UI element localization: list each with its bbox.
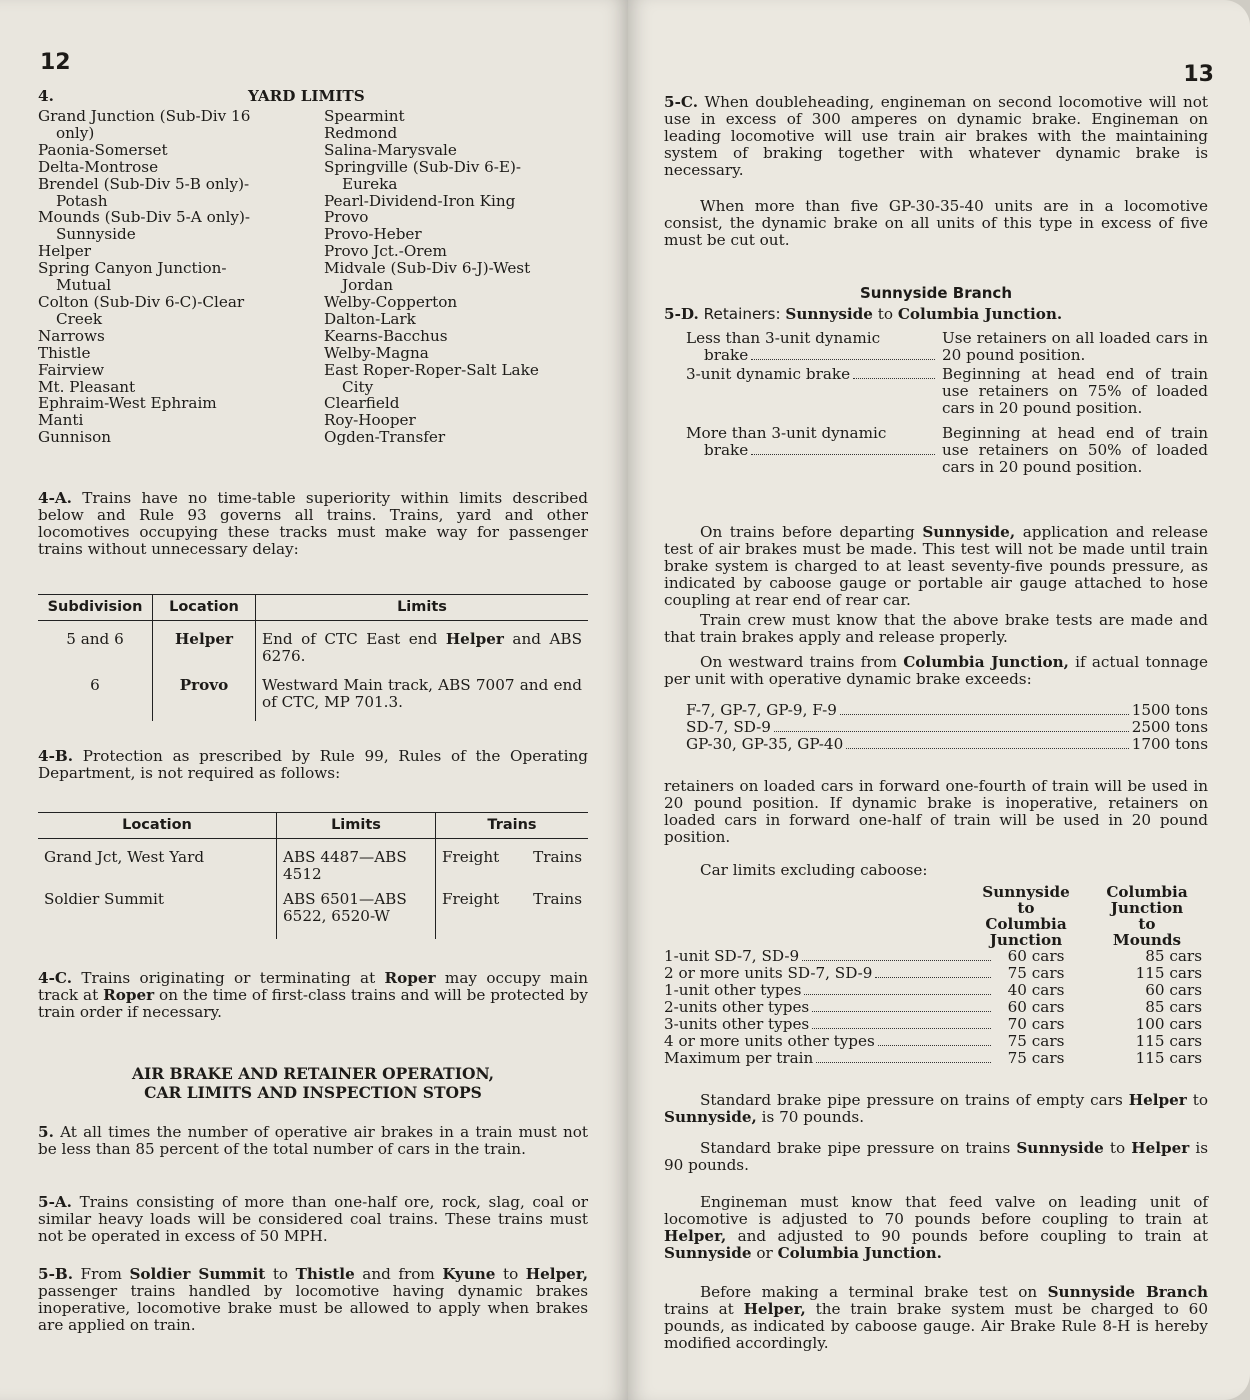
table-cell: ABS 6501—ABS 6522, 6520-W	[277, 887, 436, 939]
table-cell: Helper	[153, 621, 256, 670]
subdivision-table	[38, 594, 588, 721]
page-number-left: 12	[40, 50, 71, 75]
yard-entry: Kearns-Bacchus	[324, 326, 448, 345]
retainer-row	[686, 425, 1208, 476]
paragraph-text: Trains have no time-table superiority within limits described below and Rule 93 governs all trains. Trains, yard and other locomotives occupying these tracks must make way for passenger trains without unnecessary delay:	[38, 489, 588, 558]
paragraph-text: Protection as prescribed by Rule 99, Rules of the Operating Department, is not required as follows:	[38, 747, 588, 782]
yard-entry: Provo	[324, 208, 369, 227]
section-title-line: AIR BRAKE AND RETAINER OPERATION,	[131, 1064, 495, 1083]
column-header: Columbia Junction to Mounds	[1106, 883, 1188, 949]
yard-entry: Provo Jct.-Orem	[324, 242, 447, 261]
paragraph-text: Trains consisting of more than one-half ore, rock, slag, coal or similar heavy loads will be considered coal trains. These trains must not be operated in excess of 50 MPH.	[38, 1193, 589, 1245]
yard-entry: Mt. Pleasant	[38, 377, 136, 396]
table-row	[38, 669, 588, 721]
yard-entry: Ogden-Transfer	[324, 428, 446, 447]
table-header: Subdivision	[38, 595, 153, 621]
section-number: 4.	[38, 87, 54, 105]
paragraph-standard-pressure-2: Standard brake pipe pressure on trains Sunnyside to Helper is 90 pounds.	[664, 1139, 1209, 1174]
car-limits-header	[664, 884, 1208, 948]
yard-entry: Salina-Marysvale	[324, 140, 457, 159]
paragraph-label: 4-B.	[38, 747, 73, 765]
paragraph-label: 5-D.	[664, 305, 699, 323]
yard-entry: Eureka	[342, 174, 398, 193]
tonnage-list	[686, 702, 1208, 753]
tonnage-row	[686, 719, 1208, 736]
car-limits-rows	[664, 948, 1208, 1067]
yard-entry: Manti	[38, 411, 84, 430]
paragraph-4a	[38, 490, 588, 558]
table-cell: Freight Trains	[442, 848, 582, 866]
yard-entry: Thistle	[38, 343, 91, 362]
tonnage-value: 1500 tons	[1131, 701, 1208, 719]
retainer-list	[686, 330, 1208, 476]
retainer-condition: brake	[704, 441, 749, 459]
retainer-row	[686, 330, 1208, 364]
retainer-condition: More than 3-unit dynamic	[686, 424, 887, 442]
yard-entry: Gunnison	[38, 428, 112, 447]
retainer-rule: Use retainers on all loaded cars in 20 pound position.	[942, 329, 1208, 364]
yard-limits-heading	[38, 88, 588, 105]
yard-entry: Mutual	[56, 276, 112, 295]
paragraph-5	[38, 1124, 588, 1158]
paragraph-label: 4-C.	[38, 969, 72, 987]
yard-entry: Dalton-Lark	[324, 309, 416, 328]
table-row	[38, 839, 588, 888]
table-row	[38, 887, 588, 939]
paragraph-5c	[664, 94, 1208, 179]
retainer-condition: brake	[704, 346, 749, 364]
yard-entry: Midvale (Sub-Div 6-J)-West	[324, 259, 531, 278]
paragraph-crew: Train crew must know that the above brake tests are made and that train brakes apply and release properly.	[664, 611, 1208, 646]
table-row	[38, 621, 588, 670]
paragraph-terminal-test: Before making a terminal brake test on Sunnyside Branch trains at Helper, the train brake system must be charged to 60 pounds, as indicated by caboose gauge. Air Brake Rule 8-H is hereby modified accordingly.	[664, 1283, 1208, 1352]
table-header: Location	[153, 595, 256, 621]
yard-entry: Spring Canyon Junction-	[38, 259, 227, 278]
table-header: Trains	[436, 813, 589, 839]
yard-entry: Redmond	[324, 123, 398, 142]
right-page	[628, 0, 1250, 1400]
yard-entry: Welby-Copperton	[324, 292, 458, 311]
tonnage-units: GP-30, GP-35, GP-40	[686, 735, 844, 753]
yard-entry: Delta-Montrose	[38, 157, 159, 176]
table-header: Limits	[256, 595, 589, 621]
retainer-condition: Less than 3-unit dynamic	[686, 329, 881, 347]
yard-entry: Colton (Sub-Div 6-C)-Clear	[38, 292, 245, 311]
section-title-air-brake	[38, 1064, 588, 1102]
yard-entry: Jordan	[342, 276, 394, 295]
yard-entry: Springville (Sub-Div 6-E)-	[324, 157, 522, 176]
retainer-rule: Beginning at head end of train use retainers on 50% of loaded cars in 20 pound position.	[942, 424, 1208, 476]
yard-entry: Roy-Hooper	[324, 411, 416, 430]
yard-entry: Provo-Heber	[324, 225, 422, 244]
tonnage-units: SD-7, SD-9	[686, 718, 771, 736]
paragraph-4b	[38, 748, 588, 782]
tonnage-units: F-7, GP-7, GP-9, F-9	[686, 701, 837, 719]
paragraph-label: 5-C.	[664, 93, 698, 111]
table-cell: Freight Trains	[442, 890, 582, 908]
paragraph-label: 4-A.	[38, 489, 72, 507]
section-title-line: CAR LIMITS AND INSPECTION STOPS	[144, 1083, 482, 1102]
protection-table	[38, 812, 588, 939]
table-cell: Soldier Summit	[38, 887, 277, 939]
table-cell: ABS 4487—ABS 4512	[277, 839, 436, 888]
yard-entry: Mounds (Sub-Div 5-A only)-	[38, 208, 251, 227]
retainer-rule: Beginning at head end of train use retainers on 75% of loaded cars in 20 pound position.	[942, 365, 1208, 417]
yard-entry: Spearmint	[324, 107, 405, 125]
paragraph-text: When doubleheading, engineman on second locomotive will not use in excess of 300 amperes on dynamic brake. Engineman on leading locomotive will use train air brakes with the maintaining system of braking together with whatever dynamic brake is necessary.	[664, 93, 1208, 179]
yard-entry: Pearl-Dividend-Iron King	[324, 191, 516, 210]
paragraph-label: 5-A.	[38, 1193, 72, 1211]
yard-entry: Helper	[38, 242, 92, 261]
branch-title	[664, 284, 1208, 302]
table-row: 1-unit other types 40 cars 60 cars	[664, 981, 1202, 999]
table-cell: End of CTC East end Helper and ABS 6276.	[262, 630, 582, 665]
table-row: 3-units other types 70 cars 100 cars	[664, 1015, 1202, 1033]
paragraph-5b: 5-B. From Soldier Summit to Thistle and from Kyune to Helper, passenger trains handled by locomotive having dynamic brakes inoperative, locomotive brake must be allowed to apply when brakes are applied on train.	[38, 1265, 589, 1334]
table-row: 2 or more units SD-7, SD-9 75 cars 115 cars	[664, 964, 1202, 982]
yard-limits-col2	[324, 108, 539, 446]
yard-entry: Potash	[56, 191, 108, 210]
paragraph-label: 5.	[38, 1123, 54, 1141]
table-row: 4 or more units other types 75 cars 115 cars	[664, 1032, 1202, 1050]
yard-entry: Grand Junction (Sub-Div 16	[38, 107, 251, 125]
table-cell: 5 and 6	[38, 621, 153, 670]
yard-entry: Welby-Magna	[324, 343, 429, 362]
branch-title-text: Sunnyside Branch	[859, 284, 1013, 302]
tonnage-row	[686, 702, 1208, 719]
table-cell: 6	[38, 669, 153, 721]
yard-entry: Paonia-Somerset	[38, 140, 168, 159]
retainer-row	[686, 366, 1208, 417]
table-cell: Westward Main track, ABS 7007 and end of CTC, MP 701.3.	[262, 676, 582, 711]
yard-entry: only)	[56, 123, 95, 142]
car-limits-intro: Car limits excluding caboose:	[700, 861, 928, 879]
table-row: 2-units other types 60 cars 85 cars	[664, 998, 1202, 1016]
yard-entry: Fairview	[38, 360, 105, 379]
paragraph-4c: 4-C. Trains originating or terminating at Roper may occupy main track at Roper on the time of first-class trains and will be protected by train order if necessary.	[38, 969, 588, 1021]
yard-entry: Brendel (Sub-Div 5-B only)-	[38, 174, 250, 193]
car-limits-table	[664, 884, 1208, 1067]
tonnage-value: 2500 tons	[1131, 718, 1208, 736]
tonnage-row	[686, 736, 1208, 753]
yard-limits-title: YARD LIMITS	[248, 87, 365, 105]
paragraph-departing: On trains before departing Sunnyside, application and release test of air brakes must be made. This test will not be made until train brake system is charged to at least seventy-five pounds pressure, as indicated by caboose gauge or portable air gauge attached to hose coupling at rear end of rear car.	[664, 523, 1208, 609]
paragraph-5a	[38, 1194, 588, 1245]
yard-entry: Sunnyside	[56, 225, 136, 244]
yard-entry: Narrows	[38, 326, 105, 345]
table-cell: Provo	[153, 669, 256, 721]
page-number-right: 13	[1183, 62, 1214, 87]
yard-entry: East Roper-Roper-Salt Lake	[324, 360, 539, 379]
paragraph-feed-valve: Engineman must know that feed valve on leading unit of locomotive is adjusted to 70 pounds before coupling to train at Helper, and adjusted to 90 pounds before coupling to train at Sunnyside or Columbia Junction.	[664, 1193, 1208, 1262]
yard-entry: Clearfield	[324, 394, 400, 413]
paragraph-5d: 5-D. Retainers: Sunnyside to Columbia Junction.	[664, 305, 1063, 323]
table-row: Maximum per train 75 cars 115 cars	[664, 1049, 1202, 1067]
paragraph-text: At all times the number of operative air brakes in a train must not be less than 85 percent of the total number of cars in the train.	[38, 1123, 588, 1158]
paragraph-standard-pressure-1: Standard brake pipe pressure on trains of empty cars Helper to Sunnyside, is 70 pounds.	[664, 1091, 1208, 1126]
paragraph-gp-units: When more than five GP-30-35-40 units are in a locomotive consist, the dynamic brake on all units of this type in excess of five must be cut out.	[664, 197, 1208, 249]
yard-limits-col1	[38, 108, 250, 446]
paragraph-westward: On westward trains from Columbia Junction, if actual tonnage per unit with operative dynamic brake exceeds:	[664, 653, 1208, 688]
paragraph-label: 5-B.	[38, 1265, 73, 1283]
table-header: Limits	[277, 813, 436, 839]
yard-entry: City	[342, 377, 374, 396]
table-row: 1-unit SD-7, SD-9 60 cars 85 cars	[664, 947, 1202, 965]
paragraph-retainers-forward: retainers on loaded cars in forward one-fourth of train will be used in 20 pound position. If dynamic brake is inoperative, retainers on loaded cars in forward one-half of train will be used in 20 pound position.	[664, 777, 1208, 846]
table-header: Location	[38, 813, 277, 839]
yard-entry: Creek	[56, 309, 103, 328]
column-header: Sunnyside to Columbia Junction	[982, 883, 1070, 949]
table-cell: Grand Jct, West Yard	[38, 839, 277, 888]
retainer-condition: 3-unit dynamic brake	[686, 365, 851, 383]
yard-entry: Ephraim-West Ephraim	[38, 394, 217, 413]
tonnage-value: 1700 tons	[1131, 735, 1208, 753]
